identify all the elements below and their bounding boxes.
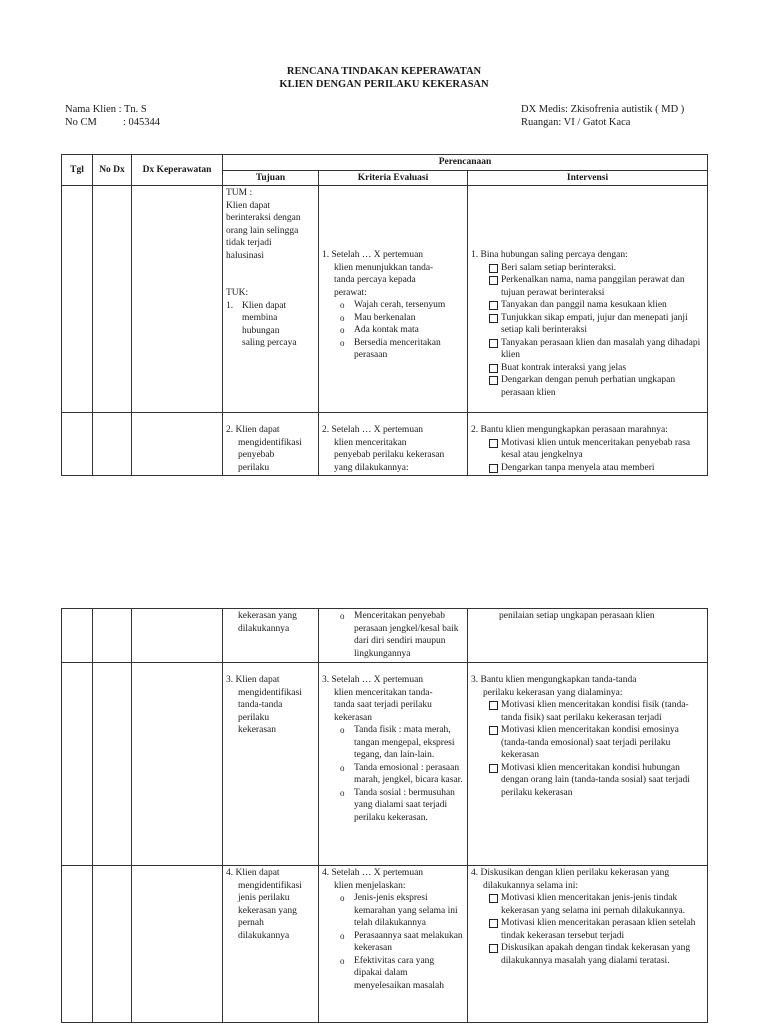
table-row xyxy=(62,186,708,413)
list-item: o Tanda fisik : mata merah, tangan mengepal, ekspresi tegang, dan lain-lain. xyxy=(322,724,464,762)
checkbox-item: Motivasi klien untuk menceritakan penyebab rasa kesal atau jengkelnya xyxy=(487,437,704,462)
cell-kriteria-evaluasi: 1. Setelah … X pertemuan klien menunjukkan tanda- tanda percaya kepada perawat: o Wajah cerah, tersenyum o Mau berkenalan o Ada kontak mata o Bersedia menceritakan perasaan xyxy=(319,186,468,413)
list-item: o Efektivitas cara yang dipakai dalam menyelesaikan masalah xyxy=(322,955,464,993)
document-subtitle: KLIEN DENGAN PERILAKU KEKERASAN xyxy=(279,79,489,90)
list-item: o Wajah cerah, tersenyum xyxy=(322,299,464,312)
header-perencanaan: Perencanaan xyxy=(223,155,708,171)
checkbox-item: Tunjukkan sikap empati, jujur dan menepati janji setiap kali berinteraksi xyxy=(487,312,704,337)
cell-kriteria-evaluasi xyxy=(319,609,468,663)
care-plan-table-page2 xyxy=(61,608,708,1023)
cell-tgl xyxy=(62,186,93,413)
checkbox-item: Motivasi klien menceritakan jenis-jenis tindak kekerasan yang selama ini pernah dilakukannya. xyxy=(487,892,704,917)
checkbox-item: Motivasi klien menceritakan kondisi emosinya (tanda-tanda emosional) saat terjadi perilaku kekerasan xyxy=(487,724,704,762)
cell-dx-keperawatan xyxy=(132,186,223,413)
cell-intervensi: 2. Bantu klien mengungkapkan perasaan marahnya: Motivasi klien untuk menceritakan penyebab rasa kesal atau jengkelnya Dengarkan tanpa menyela atau memberi xyxy=(468,413,708,476)
list-item: o Jenis-jenis ekspresi kemarahan yang selama ini telah dilakukannya xyxy=(322,892,464,930)
care-plan-table-page1 xyxy=(61,154,708,476)
cell-intervensi: 4. Diskusikan dengan klien perilaku kekerasan yang dilakukannya selama ini: Motivasi klien menceritakan jenis-jenis tindak kekerasan yang selama ini pernah dilakukannya. Motivasi klien menceritakan perasaan klien setelah tindak kekerasan tersebut terjadi Diskusikan apakah dengan tindak kekerasan yang dilakukannya masalah yang dialami teratasi. xyxy=(468,866,708,1023)
cell-intervensi: penilaian setiap ungkapan perasaan klien xyxy=(468,609,708,663)
cell-tujuan: 4. Klien dapat mengidentifikasi jenis perilaku kekerasan yang pernah dilakukannya xyxy=(223,866,319,1023)
table-row xyxy=(62,609,708,663)
header-kriteria-evaluasi: Kriteria Evaluasi xyxy=(319,170,468,186)
checkbox-item: Tanyakan perasaan klien dan masalah yang dihadapi klien xyxy=(487,337,704,362)
list-item: o Bersedia menceritakan perasaan xyxy=(322,337,464,362)
document-title: RENCANA TINDAKAN KEPERAWATAN xyxy=(286,66,482,77)
list-item: o Ada kontak mata xyxy=(322,324,464,337)
header-tgl: Tgl xyxy=(62,155,93,186)
checkbox-item: Beri salam setiap berinteraksi. xyxy=(487,262,704,275)
cell-kriteria-evaluasi: 2. Setelah … X pertemuan klien menceritakan penyebab perilaku kekerasan yang dilakukannya: xyxy=(319,413,468,476)
checkbox-item: Motivasi klien menceritakan kondisi hubungan dengan orang lain (tanda-tanda sosial) saat terjadi perilaku kekerasan xyxy=(487,762,704,800)
ward-room: Ruangan: VI / Gatot Kaca xyxy=(521,117,631,128)
cell-tujuan: TUM : Klien dapat berinteraksi dengan orang lain selingga tidak terjadi halusinasi TUK: 1. Klien dapat membina hubungan saling percaya xyxy=(223,186,319,413)
header-no-dx: No Dx xyxy=(93,155,132,186)
list-item: o Tanda sosial : bermusuhan yang dialami saat terjadi perilaku kekerasan. xyxy=(322,787,464,825)
list-item: o Perasaannya saat melakukan kekerasan xyxy=(322,930,464,955)
medical-record-number: : 045344 xyxy=(123,117,161,128)
checkbox-item: Dengarkan tanpa menyela atau memberi xyxy=(487,462,704,475)
header-intervensi: Intervensi xyxy=(468,170,708,186)
medical-diagnosis: DX Medis: Zkisofrenia autistik ( MD ) xyxy=(521,104,685,115)
checkbox-item: Motivasi klien menceritakan kondisi fisik (tanda-tanda fisik) saat perilaku kekerasan terjadi xyxy=(487,699,704,724)
cell-no-dx xyxy=(93,186,132,413)
list-item: o Menceritakan penyebab perasaan jengkel/kesal baik dari diri sendiri maupun lingkungannya xyxy=(322,610,464,660)
checkbox-item: Tanyakan dan panggil nama kesukaan klien xyxy=(487,299,704,312)
cell-tujuan: 2. Klien dapat mengidentifikasi penyebab perilaku xyxy=(223,413,319,476)
list-item: o Tanda emosional : perasaan marah, jengkel, bicara kasar. xyxy=(322,762,464,787)
list-item: o Mau berkenalan xyxy=(322,312,464,325)
cell-kriteria-evaluasi: 3. Setelah … X pertemuan klien menceritakan tanda- tanda saat terjadi perilaku kekerasan o Tanda fisik : mata merah, tangan mengepal, ekspresi tegang, dan lain-lain. o Tanda emosional : perasaan marah, jengkel, bicara kasar. o Tanda sosial : bermusuhan yang dialami saat terjadi perilaku kekerasan. xyxy=(319,663,468,866)
cell-tujuan: kekerasan yang dilakukannya xyxy=(223,609,319,663)
cell-intervensi: 3. Bantu klien mengungkapkan tanda-tanda perilaku kekerasan yang dialaminya: Motivasi klien menceritakan kondisi fisik (tanda-tanda fisik) saat perilaku kekerasan terjadi Motivasi klien menceritakan kondisi emosinya (tanda-tanda emosional) saat terjadi perilaku kekerasan Motivasi klien menceritakan kondisi hubungan dengan orang lain (tanda-tanda sosial) saat terjadi perilaku kekerasan xyxy=(468,663,708,866)
cell-tujuan: 3. Klien dapat mengidentifikasi tanda-tanda perilaku kekerasan xyxy=(223,663,319,866)
checkbox-item: Dengarkan dengan penuh perhatian ungkapan perasaan klien xyxy=(487,374,704,399)
checkbox-item: Diskusikan apakah dengan tindak kekerasan yang dilakukannya masalah yang dialami teratasi. xyxy=(487,942,704,967)
checkbox-item: Motivasi klien menceritakan perasaan klien setelah tindak kekerasan tersebut terjadi xyxy=(487,917,704,942)
patient-name: Nama Klien : Tn. S xyxy=(65,104,147,115)
header-dx-keperawatan: Dx Keperawatan xyxy=(132,155,223,186)
header-tujuan: Tujuan xyxy=(223,170,319,186)
checkbox-item: Buat kontrak interaksi yang jelas xyxy=(487,362,704,375)
cell-kriteria-evaluasi: 4. Setelah … X pertemuan klien menjelaskan: o Jenis-jenis ekspresi kemarahan yang selama ini telah dilakukannya o Perasaannya saat melakukan kekerasan o Efektivitas cara yang dipakai dalam menyelesaikan masalah xyxy=(319,866,468,1023)
checkbox-item: Perkenalkan nama, nama panggilan perawat dan tujuan perawat berinteraksi xyxy=(487,274,704,299)
table-row xyxy=(62,866,708,1023)
table-row xyxy=(62,413,708,476)
medical-record-label: No CM xyxy=(65,117,97,128)
cell-intervensi: 1. Bina hubungan saling percaya dengan: Beri salam setiap berinteraksi. Perkenalkan nama, nama panggilan perawat dan tujuan perawat berinteraksi Tanyakan dan panggil nama kesukaan klien Tunjukkan sikap empati, jujur dan menepati janji setiap kali berinteraksi Tanyakan perasaan klien dan masalah yang dihadapi klien Buat kontrak interaksi yang jelas Dengarkan dengan penuh perhatian ungkapan perasaan klien xyxy=(468,186,708,413)
table-row xyxy=(62,663,708,866)
